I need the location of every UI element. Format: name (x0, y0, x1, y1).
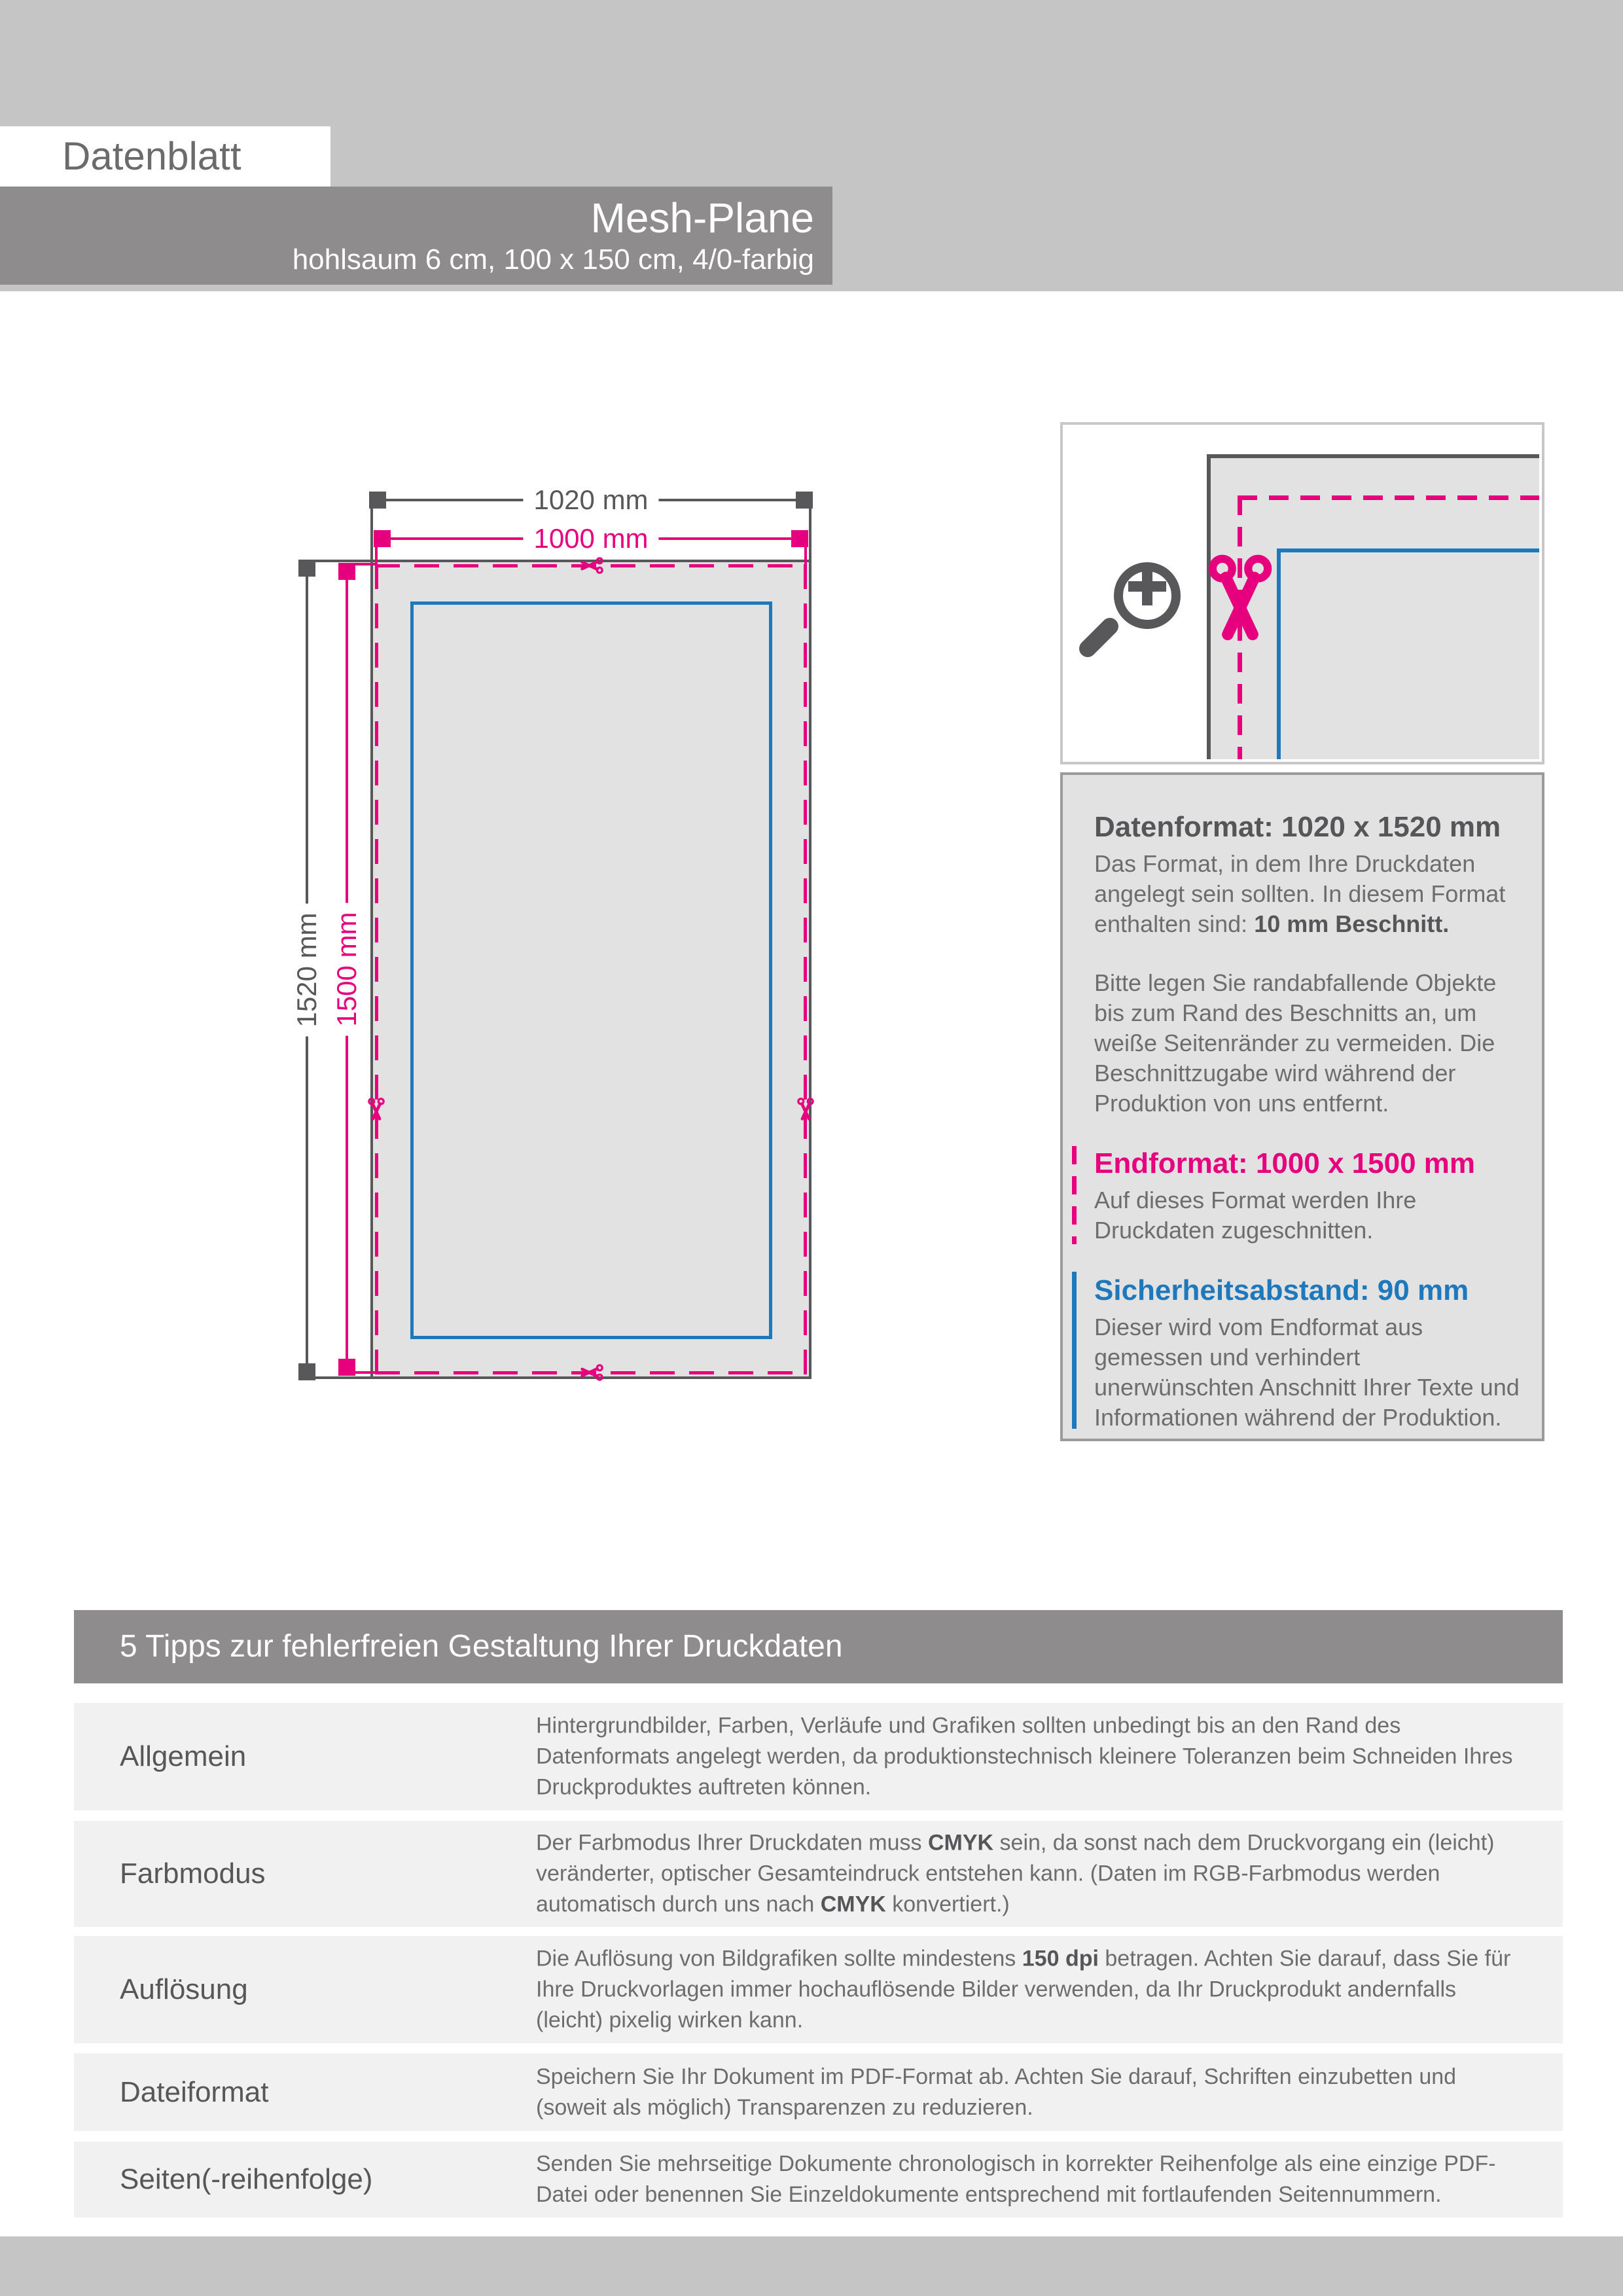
product-name: Mesh-Plane (590, 194, 814, 242)
sicherheitsabstand-text: Dieser wird vom Endformat aus gemessen und verhindert unerwünschten Anschnitt Ihrer Texte und Informationen während der Produktion. (1094, 1314, 1520, 1431)
tips-title: 5 Tipps zur fehlerfreien Gestaltung Ihrer Druckdaten (120, 1629, 843, 1664)
arrowhead-icon (298, 1363, 315, 1380)
safety-solid-marker (1072, 1272, 1077, 1429)
arrowhead-icon (298, 560, 315, 577)
tips-header-band (74, 1610, 1563, 1683)
cut-scissors-icon (580, 1361, 603, 1384)
tips-row-dateiformat (74, 2053, 1563, 2131)
sicherheitsabstand-title: Sicherheitsabstand: 90 mm (1094, 1274, 1469, 1306)
dim-height-outer-line (291, 561, 322, 1379)
extension-line (307, 1376, 373, 1379)
extension-line (809, 500, 812, 562)
extension-line (307, 560, 373, 562)
tips-row-text: Der Farbmodus Ihrer Druckdaten muss CMYK sein, da sonst nach dem Druckvorgang ein (leicht) veränderter, optischer Gesamteindruck entstehen kann. (Daten im RGB-Farbmodus werden automatisch durch uns nach CMYK konvertiert.) (536, 1830, 1495, 1917)
product-variant: hohlsaum 6 cm, 100 x 150 cm, 4/0-farbig (292, 243, 814, 276)
tips-row-label: Dateiformat (120, 2075, 269, 2108)
sheet-label-box (0, 126, 330, 187)
zoom-plus-icon (1142, 567, 1152, 605)
tips-row-label: Allgemein (120, 1740, 247, 1772)
tips-row-label: Farbmodus (120, 1857, 266, 1890)
dim-width-inner-label: 1000 mm (523, 523, 658, 554)
cut-scissors-icon (580, 554, 603, 577)
dim-height-inner-label: 1500 mm (329, 903, 365, 1035)
tips-row-farbmodus (74, 1821, 1563, 1927)
tips-row-label: Auflösung (120, 1973, 248, 2005)
arrowhead-icon (338, 563, 355, 580)
datenformat-text-1: Das Format, in dem Ihre Druckdaten angelegt sein sollten. In diesem Format enthalten sind: 10 mm Beschnitt. (1094, 850, 1506, 937)
tips-row-text: Hintergrundbilder, Farben, Verläufe und Grafiken sollten unbedingt bis an den Rand des Datenformats angelegt werden, da produktionstechnisch kleinere Toleranzen beim Schneiden Ihres Druckproduktes auftreten können. (536, 1713, 1513, 1800)
datenformat-text-2: Bitte legen Sie randabfallende Objekte bis zum Rand des Beschnitts an, um weiße Seitenränder zu vermeiden. Die Beschnittzugabe wird während der Produktion von uns entfernt. (1094, 969, 1497, 1117)
dim-height-inner-line (331, 564, 362, 1374)
product-title-band (0, 187, 832, 285)
tips-row-text: Senden Sie mehrseitige Dokumente chronologisch in korrekter Reihenfolge als eine einzige PDF-Datei oder benennen Sie Einzeldokumente entsprechend mit fortlaufenden Seitennummern. (536, 2151, 1496, 2207)
sheet-label: Datenblatt (62, 134, 241, 178)
datenformat-title: Datenformat: 1020 x 1520 mm (1094, 811, 1501, 843)
cut-scissors-icon (1196, 554, 1285, 643)
endformat-edge-right (804, 564, 807, 1374)
cut-scissors-icon (794, 1098, 817, 1121)
footer-band (0, 2236, 1623, 2296)
extension-line (370, 500, 373, 562)
endformat-edge-left (375, 564, 378, 1374)
endformat-title: Endformat: 1000 x 1500 mm (1094, 1147, 1476, 1179)
cut-scissors-icon (365, 1098, 388, 1121)
extension-line (804, 539, 807, 567)
dim-width-outer-label: 1020 mm (523, 484, 658, 516)
dim-height-outer-label: 1520 mm (289, 903, 325, 1036)
tips-row-label: Seiten(-reihenfolge) (120, 2163, 373, 2195)
format-info-panel (1060, 772, 1544, 1441)
safety-rect (410, 601, 772, 1339)
zoom-detail-panel (1060, 422, 1544, 764)
tips-row-allgemein (74, 1703, 1563, 1810)
dim-width-inner-line (375, 523, 807, 554)
magnifier-handle (1076, 615, 1122, 661)
tips-row-seitenreihenfolge (74, 2142, 1563, 2217)
tips-row-text: Speichern Sie Ihr Dokument im PDF-Format ab. Achten Sie darauf, Schriften einzubetten und (soweit als möglich) Transparenzen zu reduzieren. (536, 2064, 1457, 2120)
zoom-safety-edge (1277, 548, 1539, 552)
zoom-endformat-dashed-edge (1238, 495, 1539, 500)
dim-width-outer-line (370, 484, 812, 515)
arrowhead-icon (338, 1359, 355, 1376)
endformat-text: Auf dieses Format werden Ihre Druckdaten zugeschnitten. (1094, 1187, 1417, 1244)
tips-row-text: Die Auflösung von Bildgrafiken sollte mindestens 150 dpi betragen. Achten Sie darauf, dass Sie für Ihre Druckvorlagen immer hochauflösende Bilder verwenden, da Ihr Druckprodukt andernfalls (leicht) pixelig wirken kann. (536, 1946, 1511, 2033)
tips-row-aufloesung (74, 1936, 1563, 2043)
endformat-dashed-marker (1072, 1146, 1077, 1244)
zoom-datenformat-edge (1207, 454, 1539, 458)
extension-line (375, 539, 378, 567)
